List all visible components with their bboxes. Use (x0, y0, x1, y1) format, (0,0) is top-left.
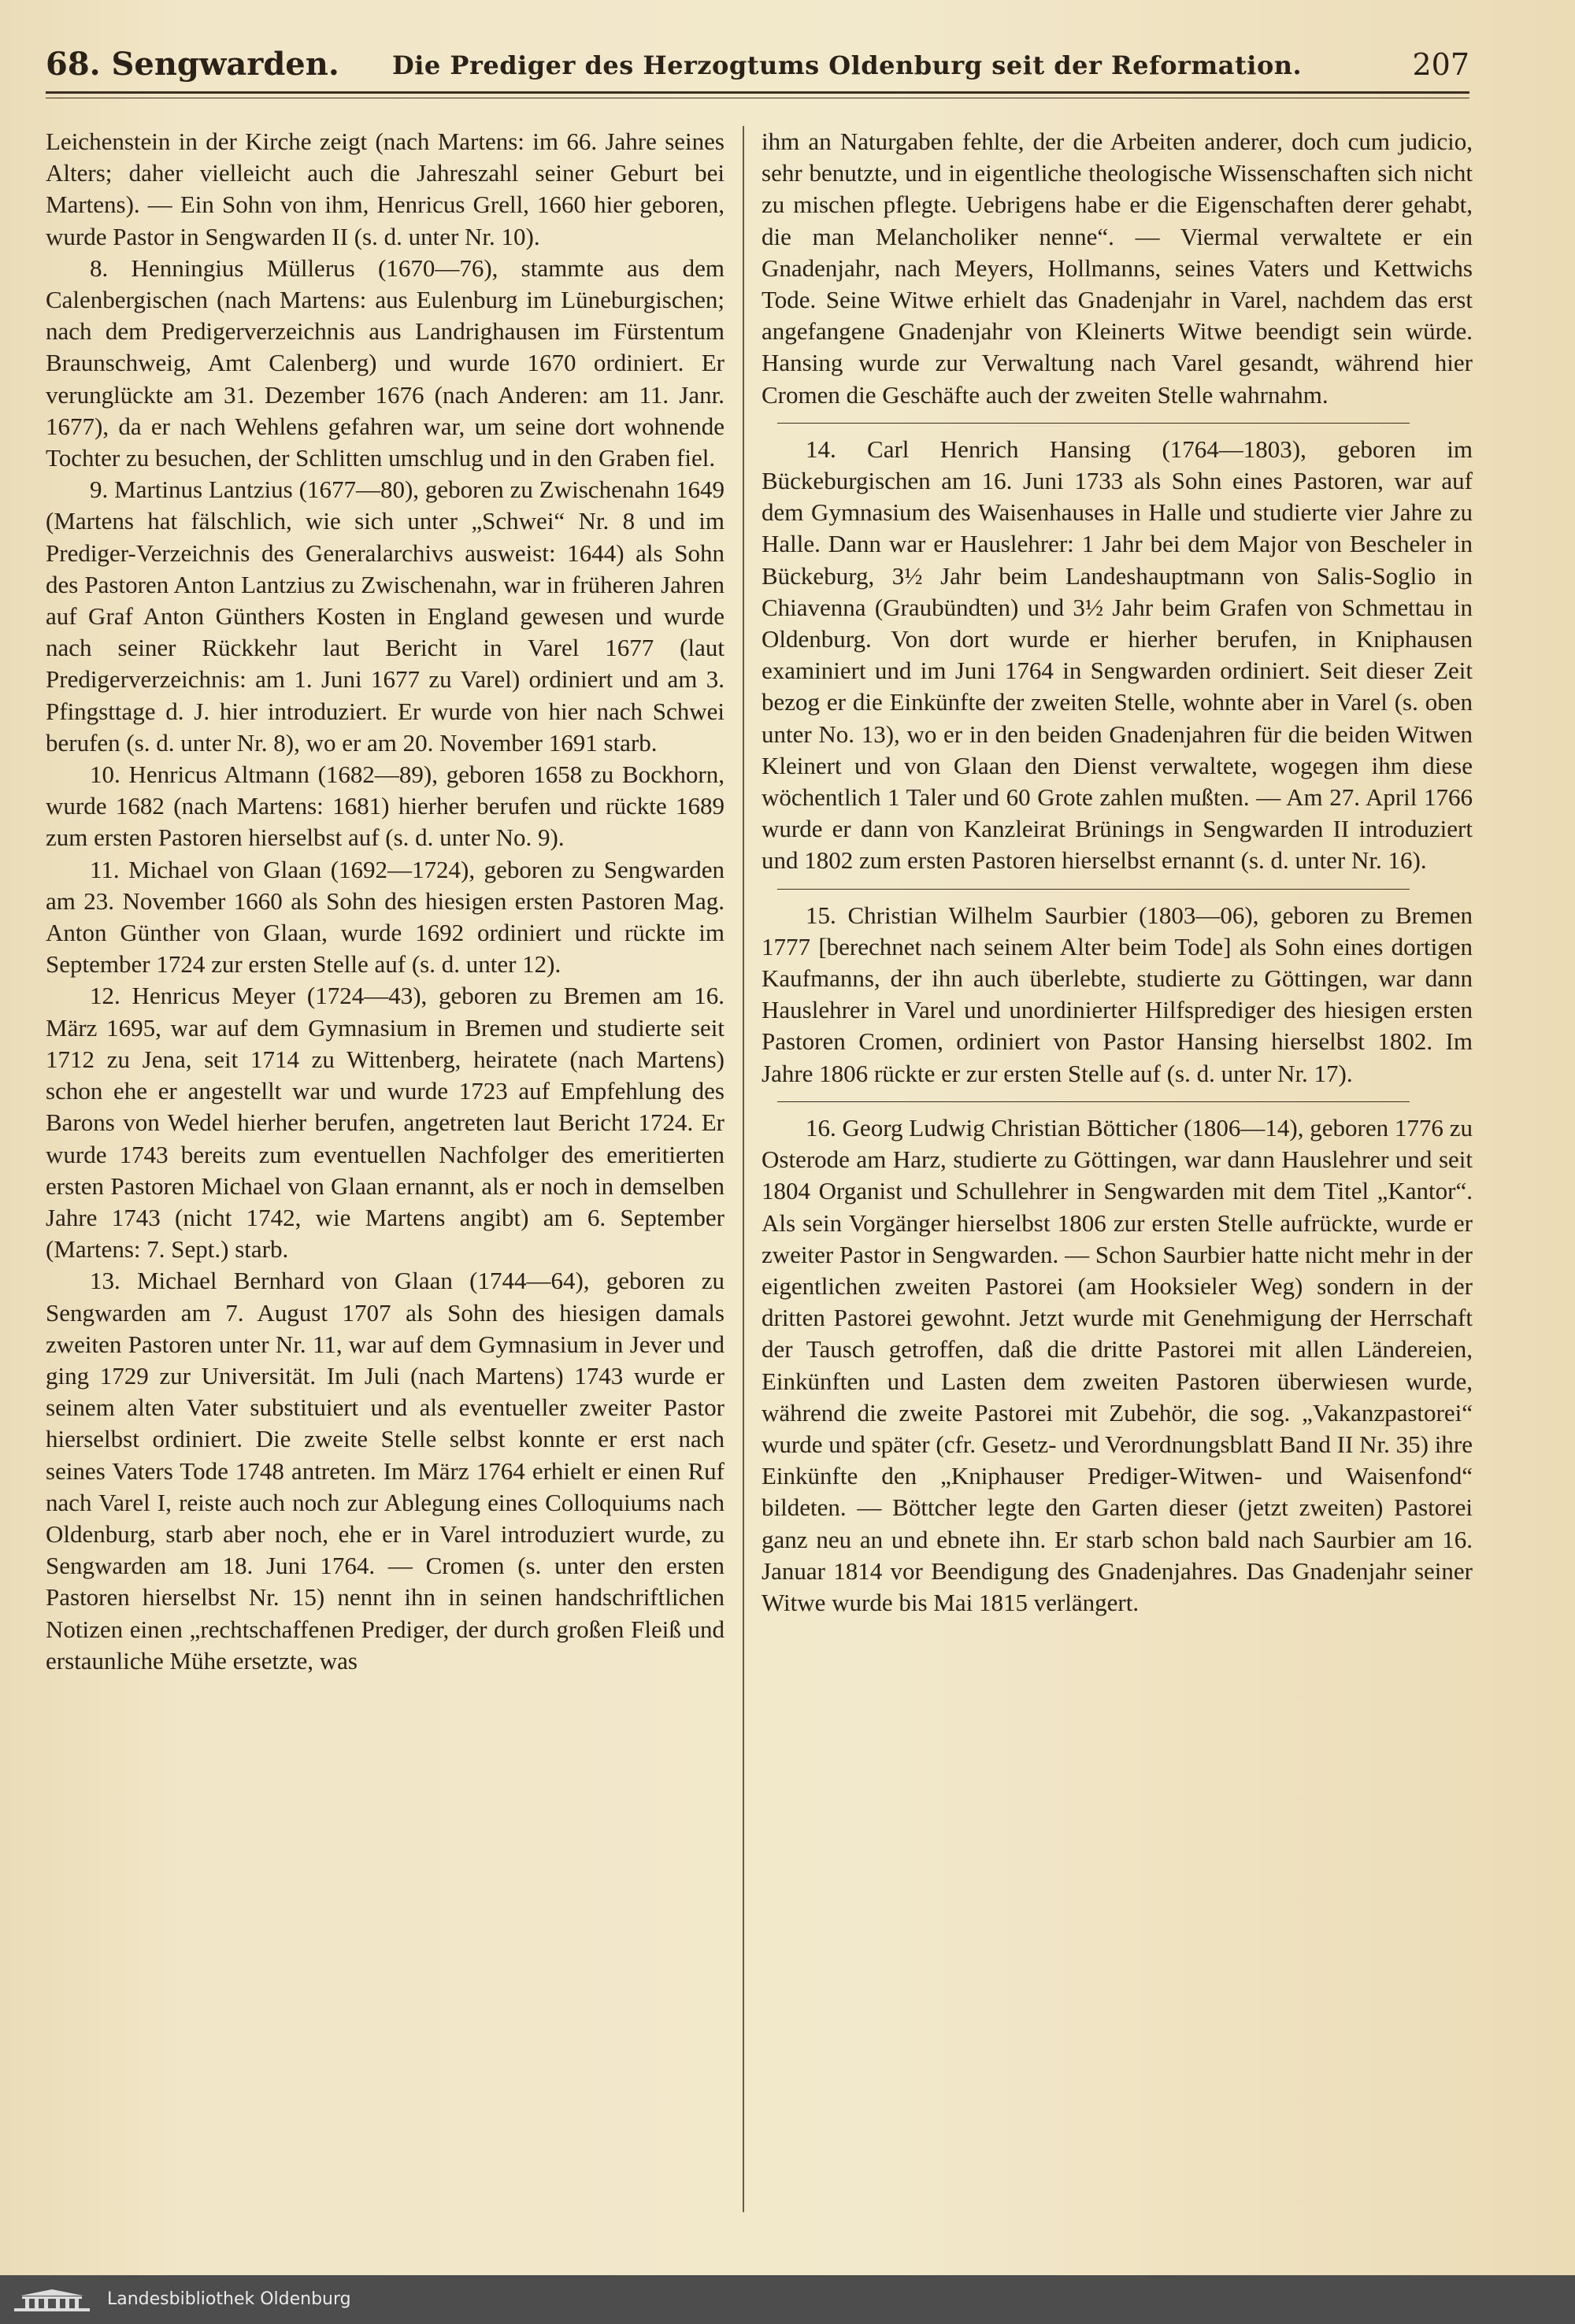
library-name: Landesbibliothek Oldenburg (107, 2289, 351, 2309)
entry-12: 12. Henricus Meyer (1724—43), geboren zu Bremen am 16. März 1695, war auf dem Gymnasium in Bremen und studierte seit 1712 zu Jena, seit 1714 zu Wittenberg, heiratete (nach Martens) schon ehe er angestellt war und wurde 1723 auf Empfehlung des Barons von Wedel hierher berufen, angetreten laut Bericht 1724. Er wurde 1743 bereits zum eventuellen Nachfolger des emeritierten ersten Pastoren Michael von Glaan ernannt, als er noch in demselben Jahre 1743 (nicht 1742, wie Martens angibt) am 6. September (Martens: 7. Sept.) starb. (46, 982, 724, 1264)
library-building-icon (13, 2288, 91, 2313)
entry-separator (777, 1101, 1410, 1102)
column-divider (743, 126, 744, 2212)
entry-8: 8. Henningius Müllerus (1670—76), stammte aus dem Calenbergischen (nach Martens: aus Eulenburg im Lüneburgischen; nach dem Predigerverzeichnis aus Landrighausen im Fürstentum Braunschweig, Amt Calenberg) und wurde 1670 ordiniert. Er verunglückte am 31. Dezember 1676 (nach Anderen: am 11. Janr. 1677), da er nach Wehlens gefahren war, um seine dort wohnende Tochter zu besuchen, der Schlitten umschlug und in den Graben fiel. (46, 253, 724, 472)
header-section-title: 68. Sengwarden. (46, 46, 339, 83)
entry-separator (777, 423, 1410, 424)
left-column (46, 126, 724, 2220)
paragraph-continuation: Leichenstein in der Kirche zeigt (nach Martens: im 66. Jahre seines Alters; daher vielleicht auch die Jahreszahl seiner Geburt bei Martens). — Ein Sohn von ihm, Henricus Grell, 1660 hier geboren, wurde Pastor in Sengwarden II (s. d. unter Nr. 10). (46, 128, 724, 250)
page-number: 207 (1412, 47, 1469, 82)
right-column (762, 126, 1473, 2220)
header-book-title: Die Prediger des Herzogtums Oldenburg seit der Reformation. (392, 50, 1303, 80)
entry-15: 15. Christian Wilhelm Saurbier (1803—06), geboren zu Bremen 1777 [berechnet nach seinem Alter beim Tode] als Sohn eines dortigen Kaufmanns, der ihn auch überlebte, studierte zu Göttingen, war dann Hauslehrer in Varel und unordinierter Hilfsprediger des hiesigen ersten Pastoren Cromen, ordiniert von Pastor Hansing hierselbst 1802. Im Jahre 1806 rückte er zur ersten Stelle auf (s. d. unter Nr. 17). (762, 901, 1473, 1087)
entry-13-continuation: ihm an Naturgaben fehlte, der die Arbeiten anderer, doch cum judicio, sehr benutzte, und in eigentliche theologische Wissenschaften sich nicht zu mischen pflegte. Uebrigens habe er die Eigenschaften derer gehabt, die man Melancholiker nenne“. — Viermal verwaltete er ein Gnadenjahr, nach Meyers, Hollmanns, seines Vaters und Kettwichs Tode. Seine Witwe erhielt das Gnadenjahr in Varel, nachdem das erst angefangene Gnadenjahr von Kleinerts Witwe beendigt sein würde. Hansing wurde zur Verwaltung nach Varel gesandt, während hier Cromen die Geschäfte auch der zweiten Stelle wahrnahm. (762, 128, 1473, 409)
entry-16: 16. Georg Ludwig Christian Bötticher (1806—14), geboren 1776 zu Osterode am Harz, studierte zu Göttingen, war dann Hauslehrer und seit 1804 Organist und Schullehrer in Sengwarden mit dem Titel „Kantor“. Als sein Vorgänger hierselbst 1806 zur ersten Stelle aufrückte, wurde er zweiter Pastor in Sengwarden. — Schon Saurbier hatte nicht mehr in der eigentlichen zweiten Pastorei (am Hooksieler Weg) sondern in der dritten Pastorei gewohnt. Jetzt wurde mit Genehmigung der Herrschaft der Tausch getroffen, daß die dritte Pastorei mit allen Ländereien, Einkünften und Lasten dem zweiten Pastoren überwiesen wurde, während die zweite Pastorei mit Zubehör, die sog. „Vakanzpastorei“ wurde und später (cfr. Gesetz- und Verordnungsblatt Band II Nr. 35) ihre Einkünfte den „Kniphauser Prediger-Witwen- und Waisenfond“ bildeten. — Böttcher legte den Garten dieser (jetzt zweiten) Pastorei ganz neu an und ebnete ihn. Er starb schon bald nach Saurbier am 16. Januar 1814 vor Beendigung des Gnadenjahres. Das Gnadenjahr seiner Witwe wurde bis Mai 1815 verlängert. (762, 1113, 1473, 1616)
entry-separator (777, 889, 1410, 890)
running-header (46, 46, 1469, 87)
entry-14: 14. Carl Henrich Hansing (1764—1803), geboren im Bückeburgischen am 16. Juni 1733 als Sohn eines Pastoren, war auf dem Gymnasium des Waisenhauses in Halle und studierte vier Jahre zu Halle. Dann war er Hauslehrer: 1 Jahr bei dem Major von Bescheler in Bückeburg, 3½ Jahr beim Landeshauptmann von Salis-Soglio in Chiavenna (Graubündten) und 3½ Jahr beim Grafen von Schmettau in Oldenburg. Von dort wurde er hierher berufen, in Kniphausen examiniert und im Juni 1764 in Sengwarden ordiniert. Seit dieser Zeit bezog er die Einkünfte der zweiten Stelle, wohnte aber in Varel (s. oben unter No. 13), wo er in den beiden Gnadenjahren für die beiden Witwen Kleinert und von Glaan den Dienst verwaltete, wogegen ihm diese wöchentlich 1 Taler und 60 Grote zahlen mußten. — Am 27. April 1766 wurde er dann von Kanzleirat Brünings in Sengwarden II introduziert und 1802 zum ersten Pastoren hierselbst ernannt (s. d. unter Nr. 16). (762, 435, 1473, 875)
entry-10: 10. Henricus Altmann (1682—89), geboren 1658 zu Bockhorn, wurde 1682 (nach Martens: 1681) hierher berufen und rückte 1689 zum ersten Pastoren hierselbst auf (s. d. unter No. 9). (46, 760, 724, 852)
entry-13: 13. Michael Bernhard von Glaan (1744—64), geboren zu Sengwarden am 7. August 1707 als Sohn des hiesigen damals zweiten Pastoren unter Nr. 11, war auf dem Gymnasium in Jever und ging 1729 zur Universität. Im Juli (nach Martens) 1743 wurde er seinem alten Vater substituiert und als eventueller zweiter Pastor hierselbst ordiniert. Die zweite Stelle selbst konnte er erst nach seines Vaters Tode 1748 antreten. Im März 1764 erhielt er einen Ruf nach Varel I, reiste auch noch zur Ablegung eines Colloquiums nach Oldenburg, starb aber noch, ehe er in Varel introduziert wurde, zu Sengwarden am 18. Juni 1764. — Cromen (s. unter den ersten Pastoren hierselbst Nr. 15) nennt ihn in seinen handschriftlichen Notizen einen „rechtschaffenen Prediger, der durch großen Fleiß und erstaunliche Mühe ersetzte, was (46, 1267, 724, 1675)
library-footer-bar (0, 2275, 1575, 2324)
entry-11: 11. Michael von Glaan (1692—1724), geboren zu Sengwarden am 23. November 1660 als Sohn des hiesigen ersten Pastoren Mag. Anton Günther von Glaan, wurde 1692 ordiniert und rückte im September 1724 zur ersten Stelle auf (s. d. unter 12). (46, 855, 724, 979)
entry-9: 9. Martinus Lantzius (1677—80), geboren zu Zwischenahn 1649 (Martens hat fälschlich, wie sich unter „Schwei“ Nr. 8 und im Prediger-Verzeichnis des Generalarchivs ausweist: 1644) als Sohn des Pastoren Anton Lantzius zu Zwischenahn, war in früheren Jahren auf Graf Anton Günthers Kosten in England gewesen und wurde nach seiner Rückkehr laut Bericht in Varel 1677 (laut Predigerverzeichnis: am 1. Juni 1677 zu Varel) ordiniert und am 3. Pfingsttage d. J. hier introduziert. Er wurde von hier nach Schwei berufen (s. d. unter Nr. 8), wo er am 20. November 1691 starb. (46, 476, 724, 757)
header-rule (46, 91, 1469, 94)
